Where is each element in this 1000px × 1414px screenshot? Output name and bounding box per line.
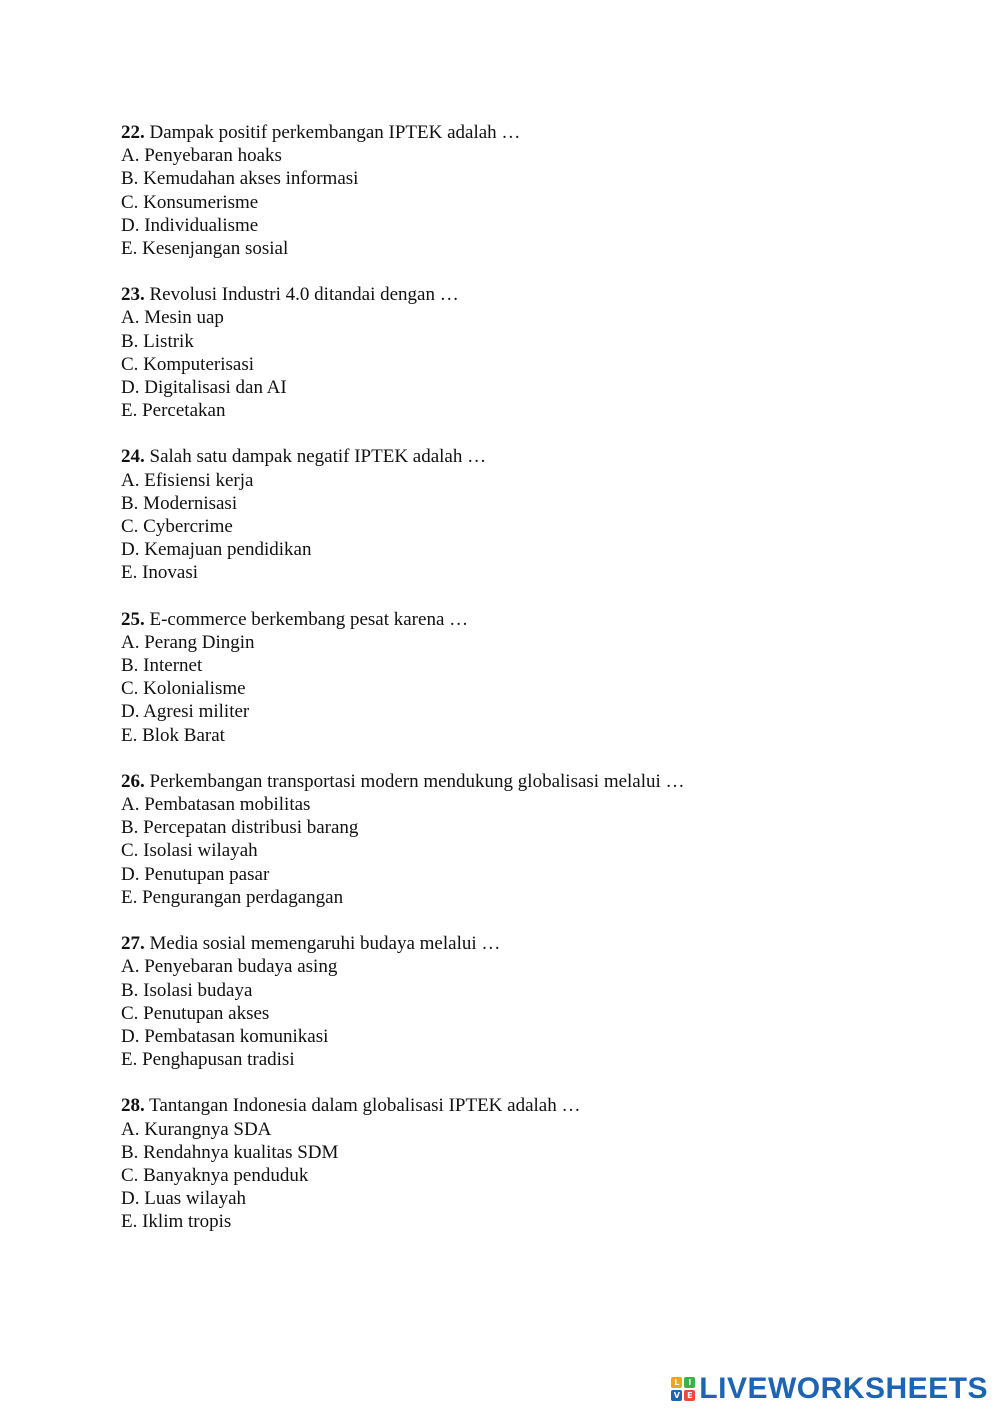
option-c: C. Cybercrime [121, 516, 233, 538]
question-28 [121, 1094, 941, 1233]
liveworksheets-logo-icon [671, 1377, 695, 1401]
question-stem [121, 608, 941, 631]
question-number: 23. [121, 284, 145, 306]
option-c: C. Konsumerisme [121, 191, 259, 213]
option-b: B. Listrik [121, 330, 194, 352]
option-d: D. Penutupan pasar [121, 863, 270, 885]
question-24 [121, 445, 941, 584]
option-e: E. Iklim tropis [121, 1211, 232, 1233]
question-stem [121, 932, 941, 955]
worksheet-content [121, 121, 941, 1257]
logo-cell: V [671, 1390, 682, 1401]
option-e: E. Blok Barat [121, 724, 225, 746]
option-c: C. Komputerisasi [121, 353, 254, 375]
option-a: A. Efisiensi kerja [121, 469, 254, 491]
option-d: D. Agresi militer [121, 701, 250, 723]
option-c: C. Kolonialisme [121, 678, 246, 700]
question-text: Salah satu dampak negatif IPTEK adalah … [144, 446, 487, 468]
option-b: B. Rendahnya kualitas SDM [121, 1141, 339, 1163]
option-e: E. Kesenjangan sosial [121, 238, 289, 260]
question-text: E-commerce berkembang pesat karena … [144, 608, 469, 630]
question-27 [121, 932, 941, 1071]
option-a: A. Mesin uap [121, 307, 224, 329]
question-22 [121, 121, 941, 260]
question-stem [121, 1094, 941, 1117]
question-number: 27. [121, 933, 145, 955]
question-23 [121, 283, 941, 422]
option-b: B. Internet [121, 655, 203, 677]
option-d: D. Kemajuan pendidikan [121, 539, 312, 561]
option-a: A. Pembatasan mobilitas [121, 794, 311, 816]
option-d: D. Individualisme [121, 214, 259, 236]
option-d: D. Pembatasan komunikasi [121, 1025, 329, 1047]
question-stem [121, 770, 941, 793]
logo-cell: L [671, 1377, 682, 1388]
option-e: E. Percetakan [121, 400, 226, 422]
question-26 [121, 770, 941, 909]
option-a: A. Perang Dingin [121, 631, 255, 653]
option-a: A. Penyebaran hoaks [121, 145, 282, 167]
option-c: C. Penutupan akses [121, 1002, 270, 1024]
logo-cell: E [684, 1390, 695, 1401]
question-stem [121, 445, 941, 468]
question-number: 22. [121, 122, 145, 143]
option-c: C. Isolasi wilayah [121, 840, 258, 862]
question-text: Revolusi Industri 4.0 ditandai dengan … [144, 284, 459, 306]
question-text: Media sosial memengaruhi budaya melalui … [144, 933, 501, 955]
question-number: 28. [121, 1095, 145, 1117]
logo-cell: I [684, 1377, 695, 1388]
question-number: 26. [121, 770, 145, 792]
question-25 [121, 608, 941, 747]
option-d: D. Luas wilayah [121, 1188, 247, 1210]
option-b: B. Modernisasi [121, 492, 238, 514]
question-number: 25. [121, 608, 145, 630]
option-e: E. Pengurangan perdagangan [121, 886, 344, 908]
option-c: C. Banyaknya penduduk [121, 1164, 309, 1186]
option-a: A. Kurangnya SDA [121, 1118, 272, 1140]
liveworksheets-watermark [671, 1372, 988, 1406]
brand-name: LIVEWORKSHEETS [699, 1372, 988, 1405]
option-a: A. Penyebaran budaya asing [121, 956, 338, 978]
question-text: Dampak positif perkembangan IPTEK adalah … [144, 122, 521, 143]
option-d: D. Digitalisasi dan AI [121, 377, 287, 399]
question-text: Tantangan Indonesia dalam globalisasi IPTEK adalah … [144, 1095, 581, 1117]
question-stem [121, 121, 941, 144]
option-b: B. Isolasi budaya [121, 979, 253, 1001]
option-e: E. Penghapusan tradisi [121, 1049, 295, 1071]
question-text: Perkembangan transportasi modern mendukung globalisasi melalui … [144, 770, 685, 792]
question-number: 24. [121, 446, 145, 468]
question-stem [121, 283, 941, 306]
option-e: E. Inovasi [121, 562, 199, 584]
option-b: B. Kemudahan akses informasi [121, 168, 359, 190]
option-b: B. Percepatan distribusi barang [121, 817, 359, 839]
